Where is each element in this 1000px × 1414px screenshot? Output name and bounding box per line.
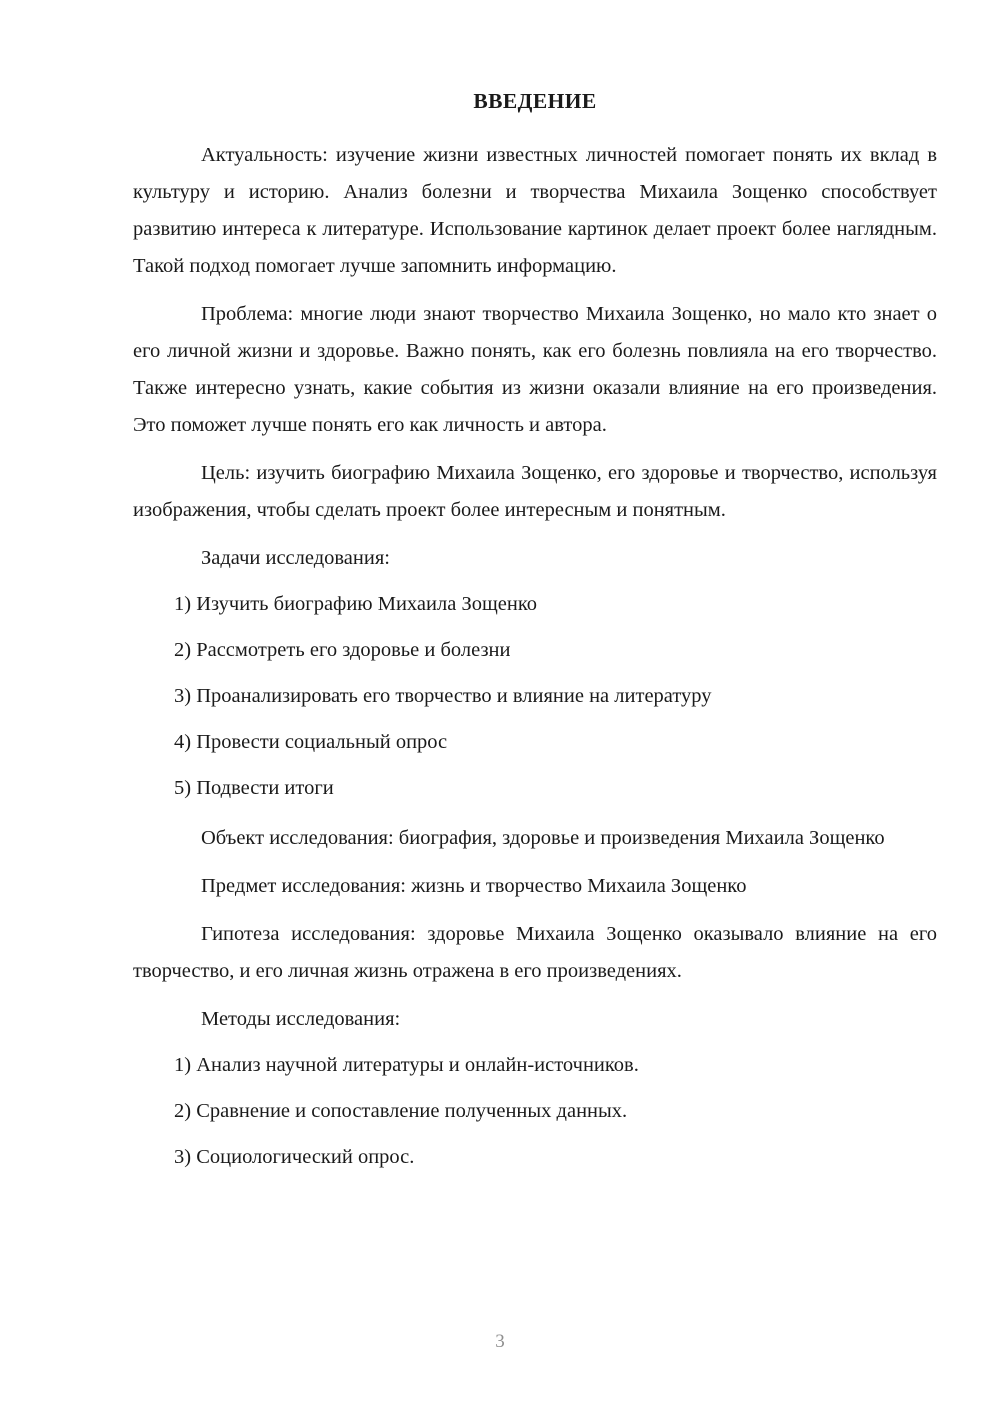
paragraph-relevance: Актуальность: изучение жизни известных личностей помогает понять их вклад в культуру и историю. Анализ болезни и творчества Михаила Зощенко способствует развитию интереса к литературе. Использование картинок делает проект более наглядным. Такой подход помогает лучше запомнить информацию. xyxy=(133,143,937,277)
methods-list xyxy=(133,1047,937,1176)
heading-tasks: Задачи исследования: xyxy=(201,546,390,569)
spacer xyxy=(133,807,937,820)
page-title: ВВЕДЕНИЕ xyxy=(473,89,597,113)
list-item: 2) Сравнение и сопоставление полученных данных. xyxy=(174,1099,628,1122)
heading-methods: Методы исследования: xyxy=(201,1007,401,1030)
tasks-list xyxy=(133,586,937,807)
paragraph-subject: Предмет исследования: жизнь и творчество Михаила Зощенко xyxy=(201,874,747,897)
paragraph-hypothesis: Гипотеза исследования: здоровье Михаила Зощенко оказывало влияние на его творчество, и его личная жизнь отражена в его произведениях. xyxy=(133,922,937,982)
page-number: 3 xyxy=(495,1331,505,1352)
paragraph-goal: Цель: изучить биографию Михаила Зощенко, его здоровье и творчество, используя изображения, чтобы сделать проект более интересным и понятным. xyxy=(133,461,937,521)
list-item: 1) Изучить биографию Михаила Зощенко xyxy=(174,592,537,615)
list-item: 1) Анализ научной литературы и онлайн-источников. xyxy=(174,1053,639,1076)
list-item: 3) Социологический опрос. xyxy=(174,1145,415,1168)
list-item: 3) Проанализировать его творчество и влияние на литературу xyxy=(174,684,712,707)
list-item: 5) Подвести итоги xyxy=(174,776,334,799)
paragraph-problem: Проблема: многие люди знают творчество Михаила Зощенко, но мало кто знает о его личной жизни и здоровье. Важно понять, как его болезнь повлияла на его творчество. Также интересно узнать, какие события из жизни оказали влияние на его произведения. Это поможет лучше понять его как личность и автора. xyxy=(133,302,937,436)
list-item: 2) Рассмотреть его здоровье и болезни xyxy=(174,638,511,661)
document-body xyxy=(133,88,937,1176)
list-item: 4) Провести социальный опрос xyxy=(174,730,448,753)
paragraph-object: Объект исследования: биография, здоровье и произведения Михаила Зощенко xyxy=(201,826,885,849)
